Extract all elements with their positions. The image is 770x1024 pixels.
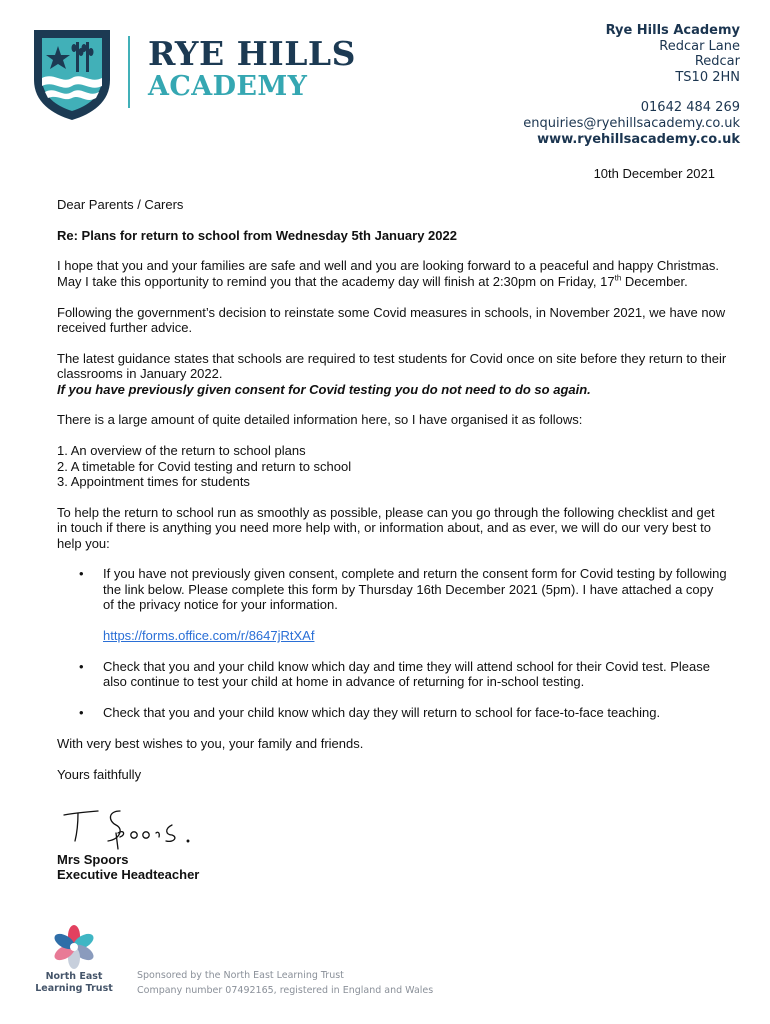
outline-item: 3. Appointment times for students [57,474,250,490]
paragraph-government: Following the government’s decision to reinstate some Covid measures in schools, in November 2021, we have now received further advice. [57,304,726,335]
letter-body [57,166,727,797]
paragraph-checklist-intro: To help the return to school run as smoothly as possible, please can you go through the following checklist and get in touch if there is anything you need more help with, or information about, and as ever, we will do our very best to help you: [57,504,715,551]
school-crest-shield-icon [30,26,114,122]
sponsor-line: Sponsored by the North East Learning Trust [137,970,344,981]
signer-name: Mrs Spoors [57,852,129,867]
address-town: Redcar [694,54,740,70]
footer-text [137,968,433,998]
checklist-item: • Check that you and your child know which day and time they will attend school for their Covid test. Please also continue to test your child at home in advance of returning for in-school testing. [79,658,710,690]
contact-block [523,23,740,147]
consent-emphasis: If you have previously given consent for Covid testing you do not need to do so again. [57,381,591,397]
paragraph-intro: I hope that you and your families are safe and well and you are looking forward to a peaceful and happy Christmas. May I take this opportunity to remind you that the academy day will finish at 2:30pm on Friday, 17th December. [57,258,719,289]
school-name: Rye Hills Academy [605,23,740,38]
checklist-item: • If you have not previously given consent, complete and return the consent form for Covid testing by following the link below. Please complete this form by Thursday 16th December 2021 (5pm). I have attached a copy of the privacy notice for your information. https://forms.office.com/r/8647jRtXAf [79,566,727,644]
paragraph-organisation: There is a large amount of quite detailed information here, so I have organised it as follows: [57,412,583,428]
outline-list [57,443,727,489]
handwritten-signature [60,803,200,851]
bullet-icon: • [79,566,84,582]
signer-block [57,852,199,883]
address-line: Redcar Lane [659,38,740,54]
paragraph-guidance: The latest guidance states that schools are required to test students for Covid once on site before they return to their classrooms in January 2022. If you have previously given consent for Covid testing you do not need to do so again. [57,350,727,397]
brand-subtitle: ACADEMY [148,71,308,102]
sign-off: Yours faithfully [57,766,142,782]
letter-subject: Re: Plans for return to school from Wednesday 5th January 2022 [57,227,457,243]
company-line: Company number 07492165, registered in England and Wales [137,985,434,996]
postcode: TS10 2HN [675,69,740,85]
email-address[interactable]: enquiries@ryehillsacademy.co.uk [523,115,740,131]
brand-name: RYE HILLS [148,34,356,73]
consent-form-link[interactable]: https://forms.office.com/r/8647jRtXAf [103,628,315,644]
bullet-icon: • [79,705,84,721]
closing-wish: With very best wishes to you, your family and friends. [57,735,364,751]
letter-date: 10th December 2021 [593,166,715,181]
salutation: Dear Parents / Carers [57,196,184,212]
petal-flower-logo-icon [50,924,98,970]
bullet-icon: • [79,658,84,674]
checklist [57,566,727,720]
checklist-item: • Check that you and your child know which day they will return to school for face-to-face teaching. [79,705,661,721]
website-link[interactable]: www.ryehillsacademy.co.uk [537,131,740,147]
outline-item: 2. A timetable for Covid testing and return to school [57,458,352,474]
phone-number: 01642 484 269 [640,100,740,116]
trust-name: North East Learning Trust [35,971,113,994]
outline-item: 1. An overview of the return to school plans [57,443,306,459]
signer-title: Executive Headteacher [57,867,200,883]
brand-divider [128,36,130,108]
